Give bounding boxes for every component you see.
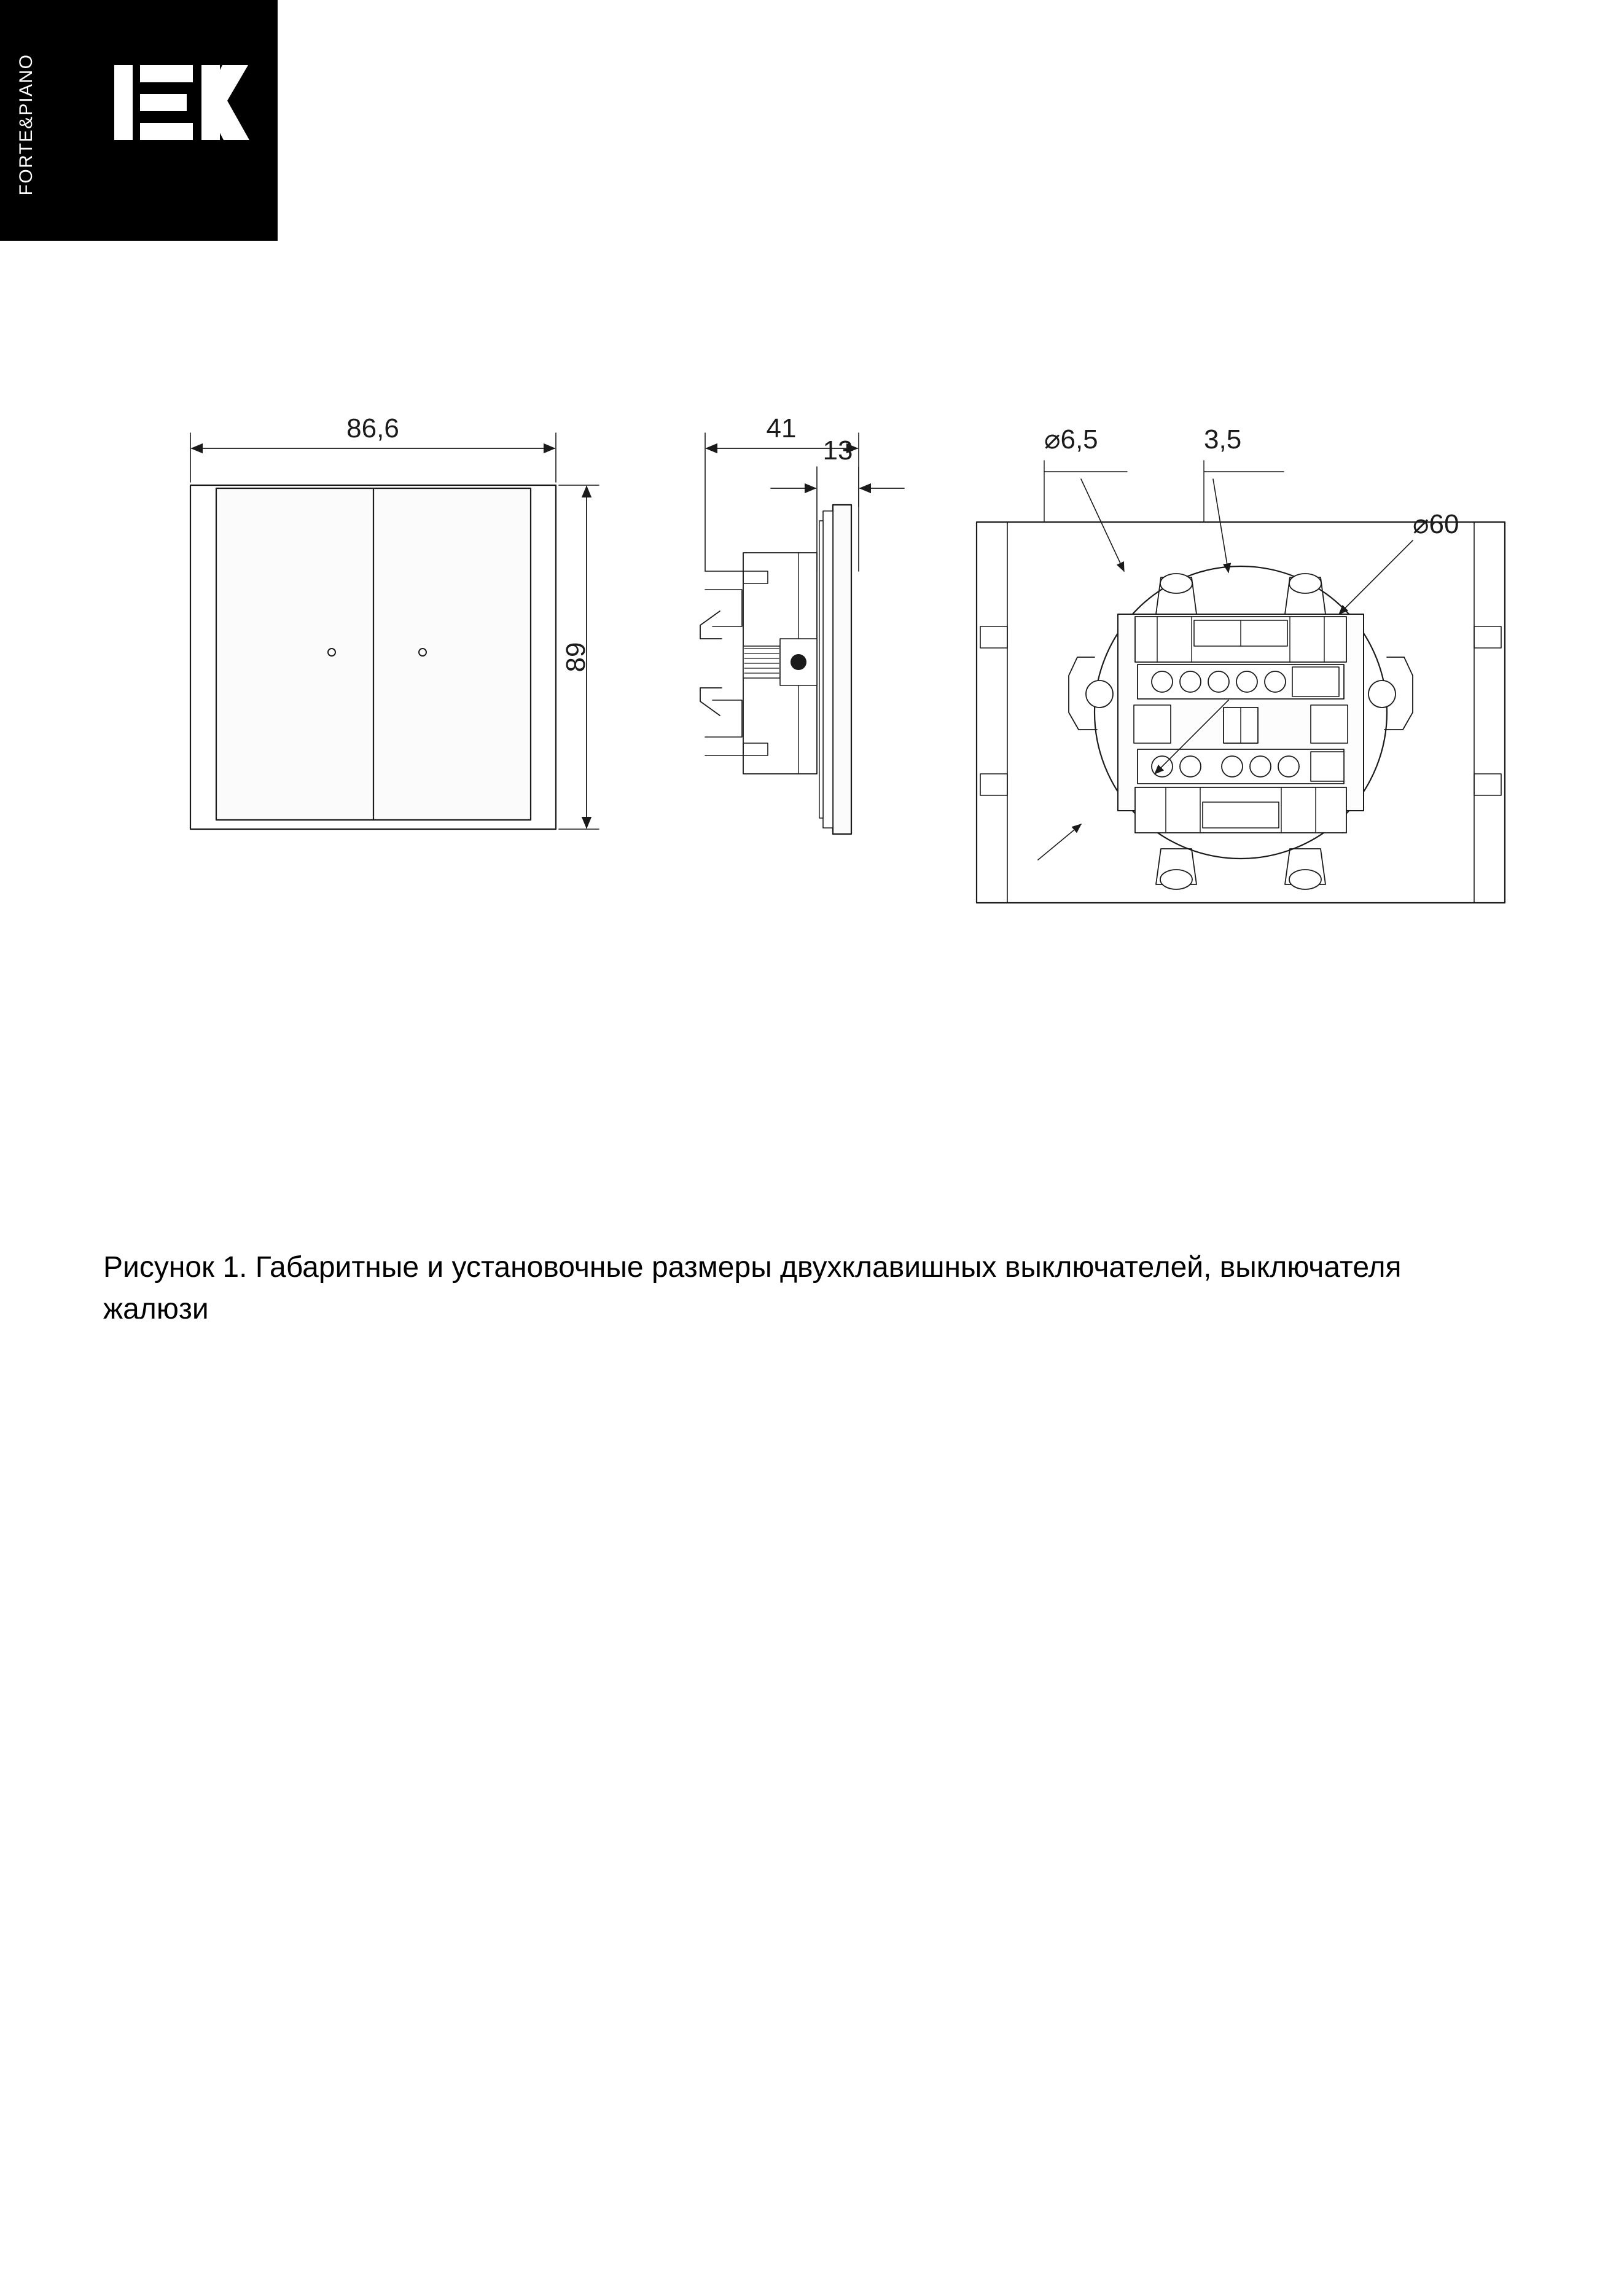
front-view-group: [190, 433, 599, 829]
dim-front-height: 89: [561, 642, 591, 673]
iek-logo: [112, 57, 265, 149]
dim-screw-spacing: 3,5: [1204, 424, 1242, 454]
dim-box-diameter: ⌀60: [1413, 509, 1459, 539]
series-label: FORTE&PIANO: [16, 53, 36, 196]
figure-drawing: [0, 369, 1624, 1075]
dim-side-thickness: 13: [822, 435, 853, 466]
dim-side-depth: 41: [766, 413, 797, 443]
dim-front-width: 86,6: [346, 413, 399, 443]
side-view-group: [700, 433, 904, 834]
brand-header-block: [0, 0, 278, 241]
figure-caption: Рисунок 1. Габаритные и установочные размеры двухклавишных выключателей, выключателя жалюзи: [103, 1251, 1402, 1326]
dim-mounting-hole: ⌀6,5: [1044, 424, 1098, 454]
